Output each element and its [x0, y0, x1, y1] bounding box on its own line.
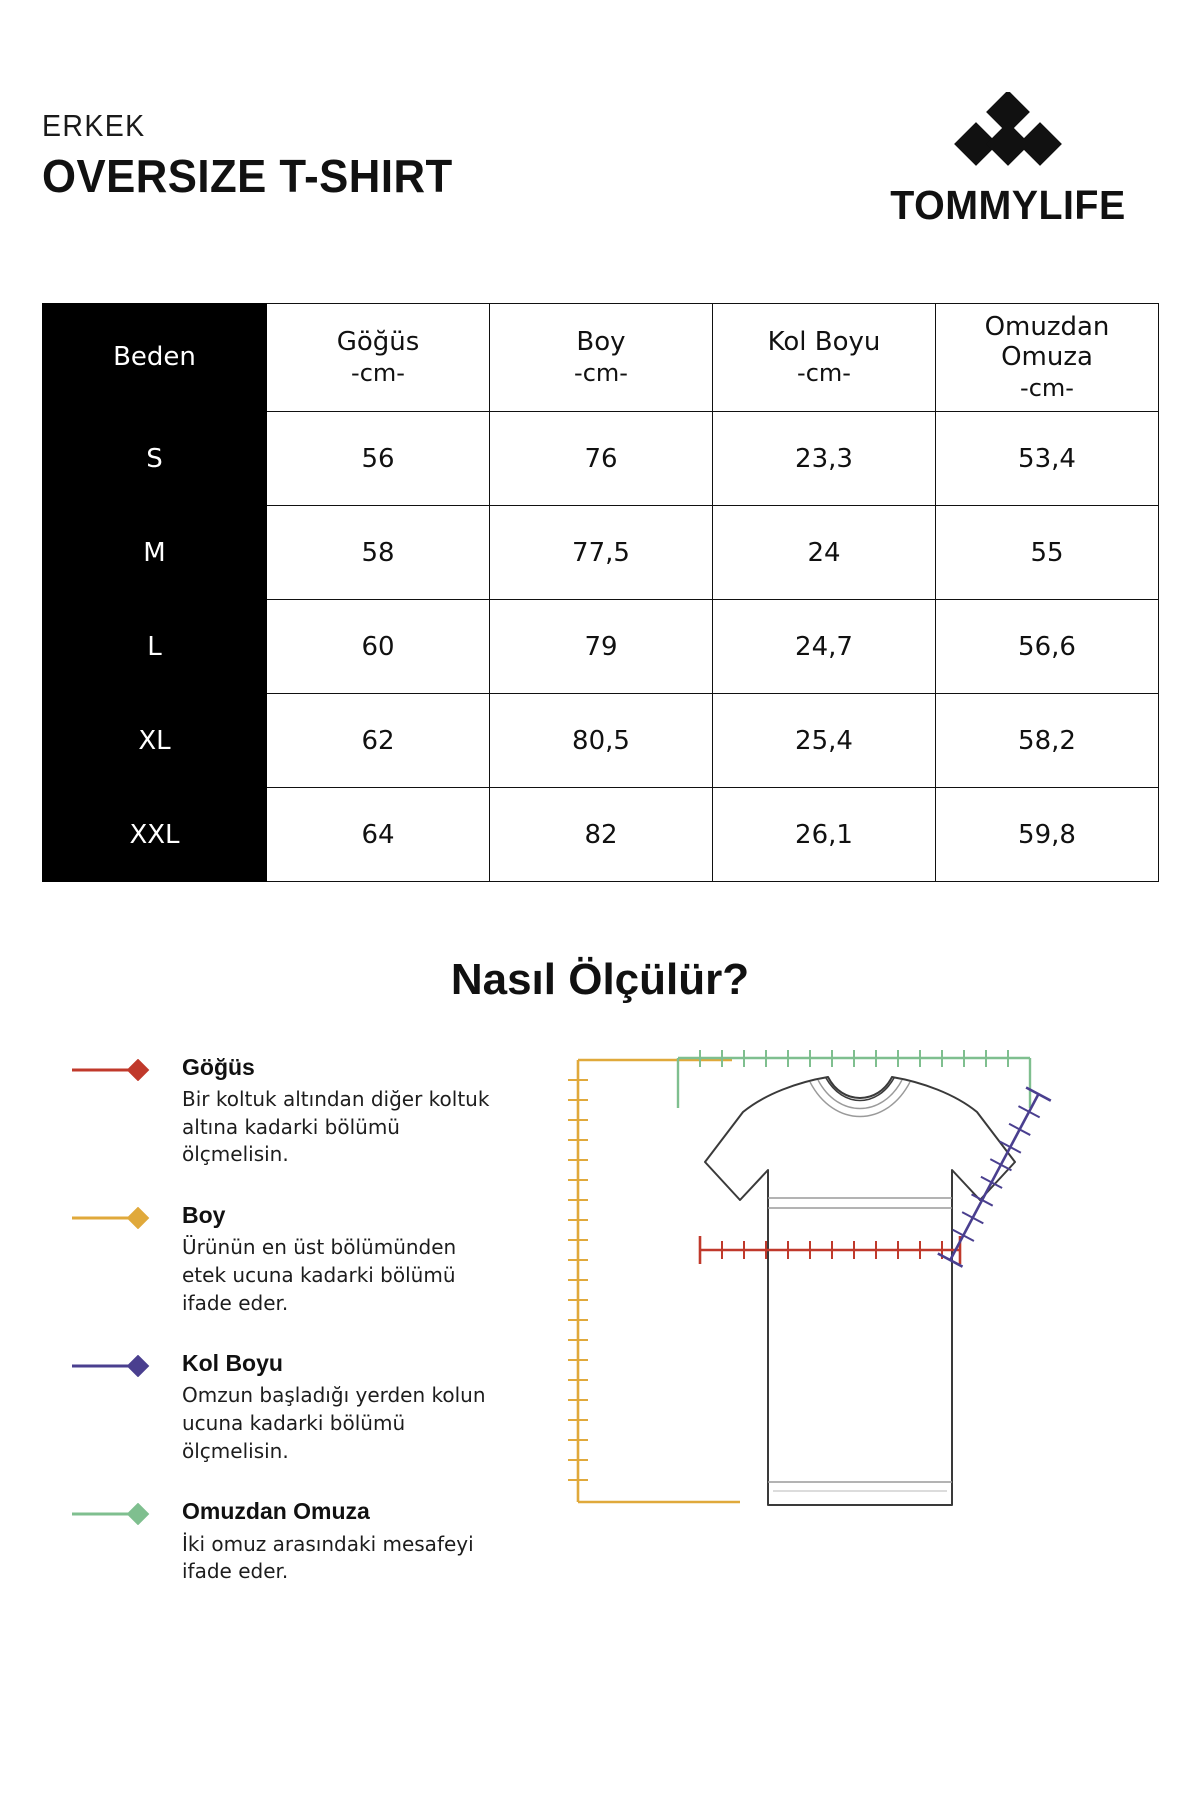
legend-item-kol-boyu — [72, 1351, 492, 1465]
cell-boy: 80,5 — [490, 694, 713, 788]
cell-boy: 82 — [490, 788, 713, 882]
cell-size: M — [43, 506, 267, 600]
cell-size: S — [43, 412, 267, 506]
diamond-marker-icon — [72, 1207, 162, 1229]
column-header-gogus: Göğüs -cm- — [267, 304, 490, 412]
cell-gogus: 60 — [267, 600, 490, 694]
table-header-row — [43, 304, 1159, 412]
cell-gogus: 58 — [267, 506, 490, 600]
cell-omuz: 53,4 — [936, 412, 1159, 506]
cell-omuz: 55 — [936, 506, 1159, 600]
legend-description: Bir koltuk altından diğer koltuk altına kadarki bölümü ölçmelisin. — [182, 1087, 490, 1167]
cell-boy: 77,5 — [490, 506, 713, 600]
legend-label: Boy — [182, 1202, 226, 1229]
cell-omuz: 59,8 — [936, 788, 1159, 882]
legend-description: Omzun başladığı yerden kolun ucuna kadarki bölümü ölçmelisin. — [182, 1383, 486, 1463]
cell-gogus: 62 — [267, 694, 490, 788]
measurement-legend — [72, 1055, 492, 1620]
boy-measure-line — [578, 1060, 740, 1502]
tshirt-measurement-diagram — [560, 1050, 1160, 1690]
cell-omuz: 56,6 — [936, 600, 1159, 694]
column-header-omuzdan-omuza: Omuzdan Omuza -cm- — [936, 304, 1159, 412]
table-row — [43, 506, 1159, 600]
page-category: ERKEK — [42, 108, 146, 143]
cell-boy: 76 — [490, 412, 713, 506]
cell-size: XXL — [43, 788, 267, 882]
legend-description: İki omuz arasındaki mesafeyi ifade eder. — [182, 1531, 474, 1584]
cell-kol: 24 — [713, 506, 936, 600]
size-chart-table — [42, 303, 1159, 882]
legend-label: Omuzdan Omuza — [182, 1498, 370, 1525]
cell-omuz: 58,2 — [936, 694, 1159, 788]
brand-logo — [858, 92, 1158, 229]
cell-size: XL — [43, 694, 267, 788]
how-to-measure-title: Nasıl Ölçülür? — [450, 955, 750, 1004]
legend-item-omuzdan-omuza — [72, 1499, 492, 1585]
diamond-marker-icon — [72, 1355, 162, 1377]
column-header-kol-boyu: Kol Boyu -cm- — [713, 304, 936, 412]
legend-description: Ürünün en üst bölümünden etek ucuna kadarki bölümü ifade eder. — [182, 1235, 457, 1315]
cell-gogus: 64 — [267, 788, 490, 882]
diamond-cluster-logo-icon — [908, 92, 1108, 176]
cell-kol: 25,4 — [713, 694, 936, 788]
table-row — [43, 788, 1159, 882]
title-block — [42, 108, 474, 202]
column-header-beden: Beden — [43, 304, 267, 412]
page-header — [42, 110, 1158, 240]
legend-item-boy — [72, 1203, 492, 1317]
brand-name: TOMMYLIFE — [890, 182, 1126, 228]
table-row — [43, 412, 1159, 506]
diamond-marker-icon — [72, 1059, 162, 1081]
cell-boy: 79 — [490, 600, 713, 694]
cell-kol: 24,7 — [713, 600, 936, 694]
table-row — [43, 694, 1159, 788]
legend-label: Kol Boyu — [182, 1350, 283, 1377]
cell-kol: 23,3 — [713, 412, 936, 506]
cell-kol: 26,1 — [713, 788, 936, 882]
column-header-boy: Boy -cm- — [490, 304, 713, 412]
legend-item-gogus — [72, 1055, 492, 1169]
table-row — [43, 600, 1159, 694]
cell-size: L — [43, 600, 267, 694]
cell-gogus: 56 — [267, 412, 490, 506]
diamond-marker-icon — [72, 1503, 162, 1525]
page-title: OVERSIZE T-SHIRT — [42, 150, 453, 202]
legend-label: Göğüs — [182, 1054, 255, 1080]
